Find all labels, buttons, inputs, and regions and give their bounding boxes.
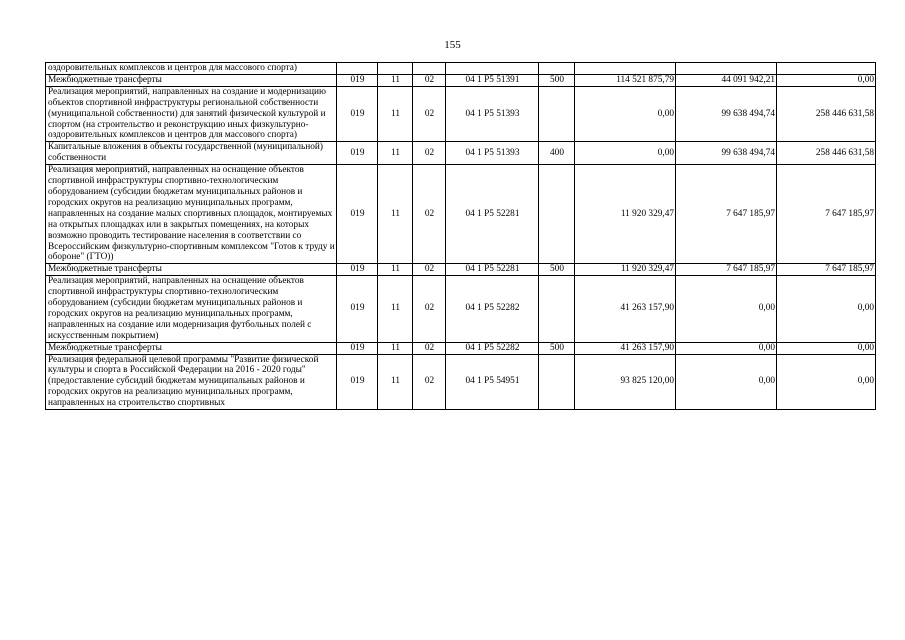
amount-2020: 0,00 bbox=[676, 276, 777, 342]
amount-2019: 41 263 157,90 bbox=[575, 342, 676, 354]
amount-2020: 99 638 494,74 bbox=[676, 142, 777, 165]
row-name: Реализация федеральной целевой программы "Развитие физической культуры и спорта в Российской Федерации на 2016 - 2020 годы" (предоставление субсидий бюджетам муниципальных районов и городских округов на реализацию муниципальных программ, направленных на строительство спортивных bbox=[46, 354, 337, 410]
amount-2020: 0,00 bbox=[676, 342, 777, 354]
table-row bbox=[46, 276, 876, 342]
table-row bbox=[46, 142, 876, 165]
amount-2021: 7 647 185,97 bbox=[777, 165, 876, 264]
amount-2021: 0,00 bbox=[777, 354, 876, 410]
row-name: Реализация мероприятий, направленных на создание и модернизацию объектов спортивной инфраструктуры региональной собственности (муниципальной собственности) для занятий физической культурой и спортом (на строительство и реконструкцию иных физкультурно-оздоровительных комплексов и центров для массового спорта) bbox=[46, 86, 337, 142]
section-code: 11 bbox=[378, 165, 413, 264]
ministry-code: 019 bbox=[337, 165, 378, 264]
budget-table bbox=[45, 62, 876, 410]
ministry-code: 019 bbox=[337, 264, 378, 276]
amount-2021: 258 446 631,58 bbox=[777, 86, 876, 142]
table-row bbox=[46, 165, 876, 264]
section-code: 11 bbox=[378, 276, 413, 342]
amount-2020 bbox=[676, 63, 777, 75]
amount-2020: 0,00 bbox=[676, 354, 777, 410]
page-number: 155 bbox=[444, 39, 461, 51]
ministry-code: 019 bbox=[337, 142, 378, 165]
subsection-code: 02 bbox=[413, 74, 446, 86]
amount-2020: 44 091 942,21 bbox=[676, 74, 777, 86]
ministry-code: 019 bbox=[337, 86, 378, 142]
amount-2019: 114 521 875,79 bbox=[575, 74, 676, 86]
ministry-code: 019 bbox=[337, 74, 378, 86]
target-code: 04 1 Р5 51393 bbox=[446, 86, 539, 142]
amount-2021: 0,00 bbox=[777, 342, 876, 354]
target-code bbox=[446, 63, 539, 75]
row-name: Капитальные вложения в объекты государственной (муниципальной) собственности bbox=[46, 142, 337, 165]
amount-2019: 93 825 120,00 bbox=[575, 354, 676, 410]
subsection-code: 02 bbox=[413, 276, 446, 342]
section-code: 11 bbox=[378, 264, 413, 276]
expense-type-code bbox=[539, 354, 575, 410]
row-name: Межбюджетные трансферты bbox=[46, 342, 337, 354]
amount-2020: 7 647 185,97 bbox=[676, 264, 777, 276]
amount-2021: 7 647 185,97 bbox=[777, 264, 876, 276]
table-row bbox=[46, 354, 876, 410]
row-name: Реализация мероприятий, направленных на оснащение объектов спортивной инфраструктуры спортивно-технологическим оборудованием (субсидии бюджетам муниципальных районов и городских округов на реализацию муниципальных программ, направленных на создание малых спортивных площадок, монтируемых на открытых площадках или в закрытых помещениях, на которых возможно проводить тестирование населения в соответствии со Всероссийским физкультурно-спортивным комплексом "Готов к труду и обороне" (ГТО)) bbox=[46, 165, 337, 264]
amount-2019 bbox=[575, 63, 676, 75]
ministry-code: 019 bbox=[337, 276, 378, 342]
subsection-code: 02 bbox=[413, 354, 446, 410]
table-row bbox=[46, 63, 876, 75]
expense-type-code bbox=[539, 165, 575, 264]
table-row bbox=[46, 264, 876, 276]
section-code: 11 bbox=[378, 74, 413, 86]
table-row bbox=[46, 342, 876, 354]
amount-2021: 0,00 bbox=[777, 276, 876, 342]
table-row bbox=[46, 74, 876, 86]
row-name: Межбюджетные трансферты bbox=[46, 264, 337, 276]
ministry-code: 019 bbox=[337, 354, 378, 410]
target-code: 04 1 Р5 52282 bbox=[446, 342, 539, 354]
amount-2019: 0,00 bbox=[575, 86, 676, 142]
target-code: 04 1 Р5 52281 bbox=[446, 165, 539, 264]
amount-2019: 0,00 bbox=[575, 142, 676, 165]
amount-2019: 11 920 329,47 bbox=[575, 264, 676, 276]
amount-2020: 7 647 185,97 bbox=[676, 165, 777, 264]
target-code: 04 1 Р5 52282 bbox=[446, 276, 539, 342]
subsection-code: 02 bbox=[413, 142, 446, 165]
section-code: 11 bbox=[378, 342, 413, 354]
amount-2019: 11 920 329,47 bbox=[575, 165, 676, 264]
expense-type-code bbox=[539, 86, 575, 142]
amount-2021: 258 446 631,58 bbox=[777, 142, 876, 165]
section-code bbox=[378, 63, 413, 75]
row-name: Реализация мероприятий, направленных на оснащение объектов спортивной инфраструктуры спортивно-технологическим оборудованием (субсидии бюджетам муниципальных районов и городских округов на реализацию муниципальных программ, направленных на создание или модернизация футбольных полей с искусственным покрытием) bbox=[46, 276, 337, 342]
subsection-code: 02 bbox=[413, 86, 446, 142]
target-code: 04 1 Р5 52281 bbox=[446, 264, 539, 276]
amount-2021 bbox=[777, 63, 876, 75]
ministry-code bbox=[337, 63, 378, 75]
expense-type-code bbox=[539, 63, 575, 75]
subsection-code bbox=[413, 63, 446, 75]
section-code: 11 bbox=[378, 86, 413, 142]
ministry-code: 019 bbox=[337, 342, 378, 354]
row-name: оздоровительных комплексов и центров для массового спорта) bbox=[46, 63, 337, 75]
subsection-code: 02 bbox=[413, 342, 446, 354]
section-code: 11 bbox=[378, 354, 413, 410]
expense-type-code: 500 bbox=[539, 342, 575, 354]
expense-type-code bbox=[539, 276, 575, 342]
subsection-code: 02 bbox=[413, 165, 446, 264]
section-code: 11 bbox=[378, 142, 413, 165]
amount-2019: 41 263 157,90 bbox=[575, 276, 676, 342]
subsection-code: 02 bbox=[413, 264, 446, 276]
target-code: 04 1 Р5 54951 bbox=[446, 354, 539, 410]
amount-2020: 99 638 494,74 bbox=[676, 86, 777, 142]
expense-type-code: 500 bbox=[539, 74, 575, 86]
table-row bbox=[46, 86, 876, 142]
expense-type-code: 400 bbox=[539, 142, 575, 165]
target-code: 04 1 Р5 51393 bbox=[446, 142, 539, 165]
expense-type-code: 500 bbox=[539, 264, 575, 276]
target-code: 04 1 Р5 51391 bbox=[446, 74, 539, 86]
row-name: Межбюджетные трансферты bbox=[46, 74, 337, 86]
amount-2021: 0,00 bbox=[777, 74, 876, 86]
